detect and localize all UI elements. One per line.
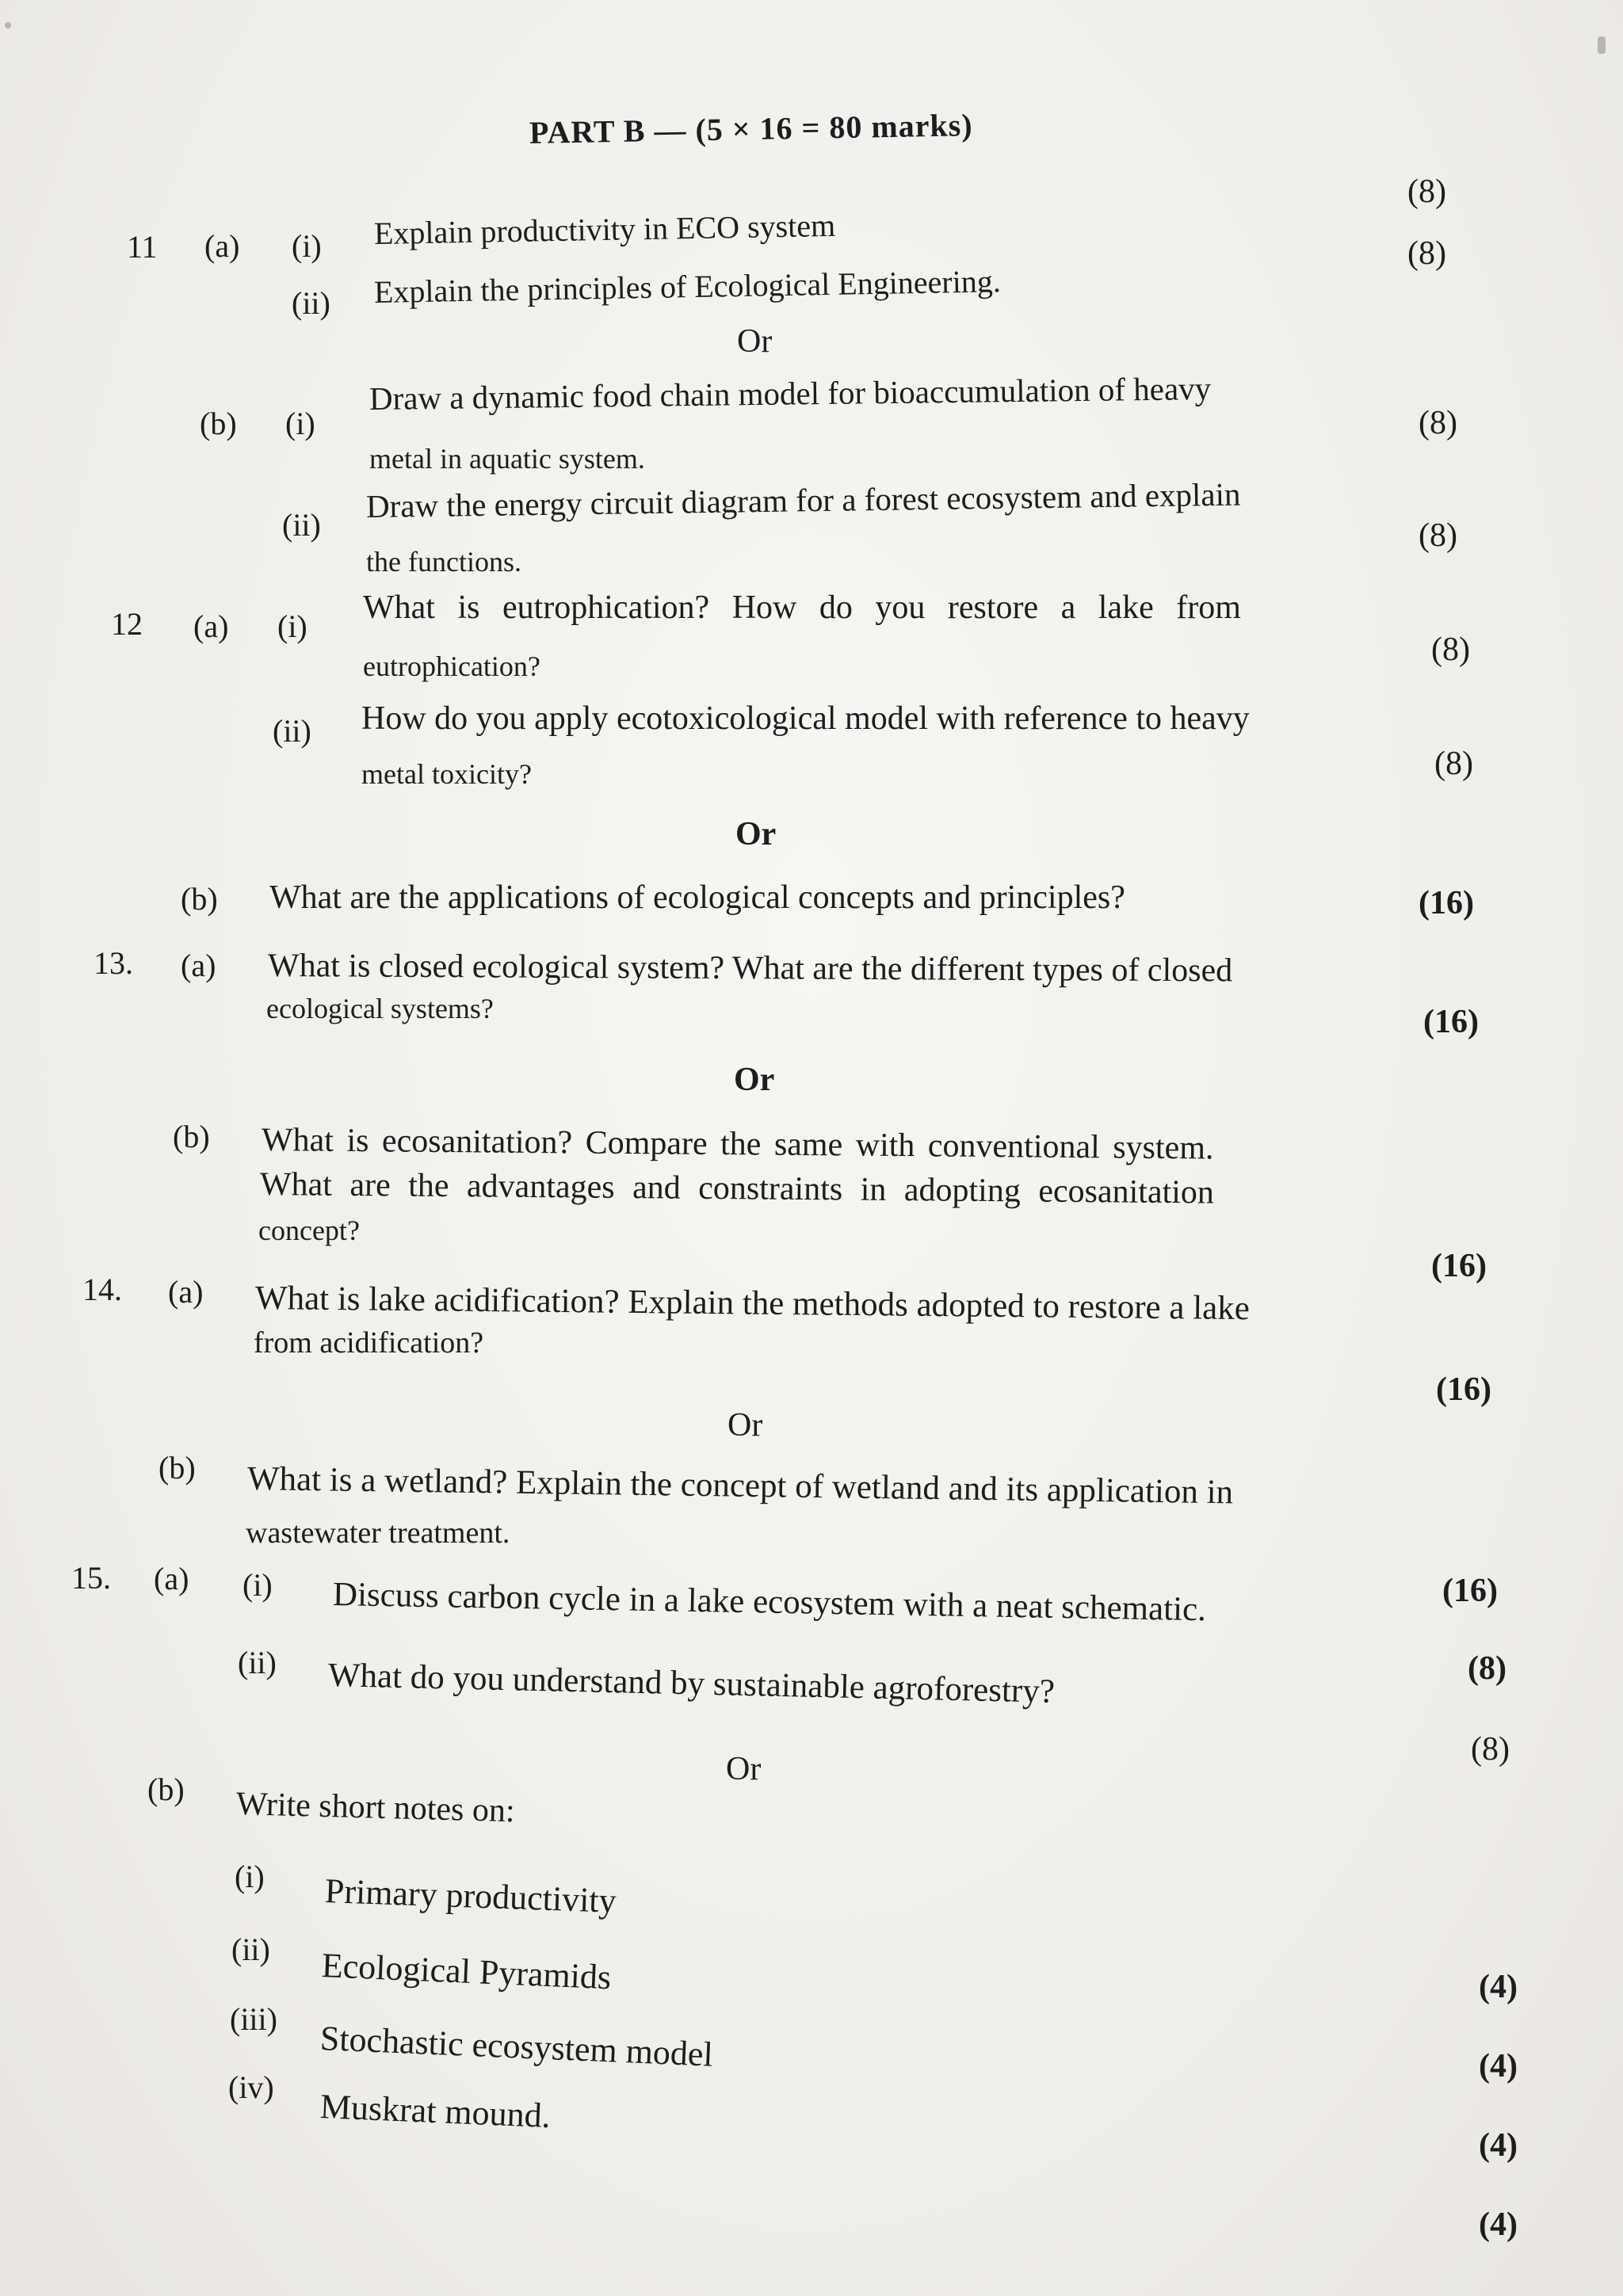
marks: (8) xyxy=(1419,517,1457,554)
question-text: metal toxicity? xyxy=(361,758,532,790)
or-divider: Or xyxy=(737,323,773,360)
subpart-label: (i) xyxy=(277,608,307,644)
note-label: (i) xyxy=(235,1859,265,1894)
question-text: Write short notes on: xyxy=(235,1786,516,1830)
question-text: wastewater treatment. xyxy=(246,1516,510,1550)
question-text: What is closed ecological system? What are the different types of closed xyxy=(267,948,1233,990)
part-label: (a) xyxy=(154,1561,189,1596)
question-text: What are the applications of ecological concepts and principles? xyxy=(269,879,1125,916)
question-text: What is a wetland? Explain the concept of wetland and its application in xyxy=(246,1460,1234,1512)
marks: (4) xyxy=(1479,2206,1518,2243)
scan-speck xyxy=(1598,36,1606,54)
subpart-label: (ii) xyxy=(273,713,311,749)
part-label: (b) xyxy=(158,1450,196,1486)
scan-speck xyxy=(5,22,11,29)
or-divider: Or xyxy=(735,816,777,852)
part-label: (a) xyxy=(204,228,240,264)
marks: (16) xyxy=(1423,1004,1479,1040)
subpart-label: (i) xyxy=(242,1567,273,1603)
or-divider: Or xyxy=(727,1407,763,1444)
marks: (8) xyxy=(1471,1731,1510,1768)
question-text: Draw the energy circuit diagram for a forest ecosystem and explain xyxy=(365,475,1241,524)
subpart-label: (ii) xyxy=(292,285,330,321)
part-label: (a) xyxy=(193,608,229,644)
part-label: (a) xyxy=(168,1274,204,1310)
marks: (16) xyxy=(1431,1248,1487,1284)
question-number: 12 xyxy=(111,606,143,642)
question-text: eutrophication? xyxy=(363,650,540,682)
marks: (8) xyxy=(1431,631,1470,668)
note-label: (iii) xyxy=(230,2001,277,2037)
question-number: 13. xyxy=(94,945,133,981)
marks: (4) xyxy=(1479,2048,1518,2084)
question-text: from acidification? xyxy=(254,1326,484,1360)
marks: (16) xyxy=(1419,885,1474,921)
question-number: 11 xyxy=(127,229,158,265)
part-label: (b) xyxy=(181,881,218,917)
marks: (8) xyxy=(1407,235,1446,272)
question-number: 15. xyxy=(71,1560,111,1596)
question-text: Discuss carbon cycle in a lake ecosystem with a neat schematic. xyxy=(332,1576,1207,1629)
question-text: Draw a dynamic food chain model for bioaccumulation of heavy xyxy=(369,370,1212,417)
question-text: ecological systems? xyxy=(266,993,494,1024)
question-text: What are the advantages and constraints in adopting ecosanitation xyxy=(259,1166,1215,1211)
question-text: Explain the principles of Ecological Engineering. xyxy=(373,263,1002,310)
question-text: What do you understand by sustainable agroforestry? xyxy=(327,1657,1056,1711)
part-label: (a) xyxy=(181,948,216,983)
marks: (16) xyxy=(1436,1371,1491,1408)
question-text: What is ecosanitation? Compare the same with conventional system. xyxy=(261,1122,1214,1167)
marks: (16) xyxy=(1442,1573,1498,1609)
or-divider: Or xyxy=(734,1062,775,1098)
note-text: Stochastic ecosystem model xyxy=(319,2019,714,2074)
subpart-label: (i) xyxy=(292,228,322,264)
question-text: What is lake acidification? Explain the methods adopted to restore a lake xyxy=(254,1280,1251,1328)
question-text: the functions. xyxy=(366,546,521,578)
marks: (8) xyxy=(1468,1650,1507,1687)
question-text: Explain productivity in ECO system xyxy=(373,207,836,251)
or-divider: Or xyxy=(726,1751,762,1787)
question-text: metal in aquatic system. xyxy=(369,443,645,475)
subpart-label: (i) xyxy=(285,406,315,441)
note-text: Ecological Pyramids xyxy=(320,1946,613,1997)
part-header: PART B — (5 × 16 = 80 marks) xyxy=(529,107,973,151)
note-text: Muskrat mound. xyxy=(319,2087,552,2136)
marks: (4) xyxy=(1479,2127,1518,2164)
part-label: (b) xyxy=(147,1772,185,1807)
note-label: (ii) xyxy=(231,1932,270,1967)
question-text: What is eutrophication? How do you restore a lake from xyxy=(363,589,1241,626)
note-label: (iv) xyxy=(228,2069,274,2105)
question-text: How do you apply ecotoxicological model with reference to heavy xyxy=(361,700,1250,737)
part-label: (b) xyxy=(200,406,237,441)
marks: (8) xyxy=(1434,746,1473,782)
marks: (4) xyxy=(1479,1969,1518,2005)
subpart-label: (ii) xyxy=(282,507,321,543)
part-label: (b) xyxy=(173,1119,210,1154)
question-number: 14. xyxy=(82,1272,122,1307)
subpart-label: (ii) xyxy=(238,1645,277,1680)
marks: (8) xyxy=(1407,174,1446,210)
note-text: Primary productivity xyxy=(324,1871,617,1920)
marks: (8) xyxy=(1419,405,1457,441)
question-text: concept? xyxy=(258,1215,360,1246)
